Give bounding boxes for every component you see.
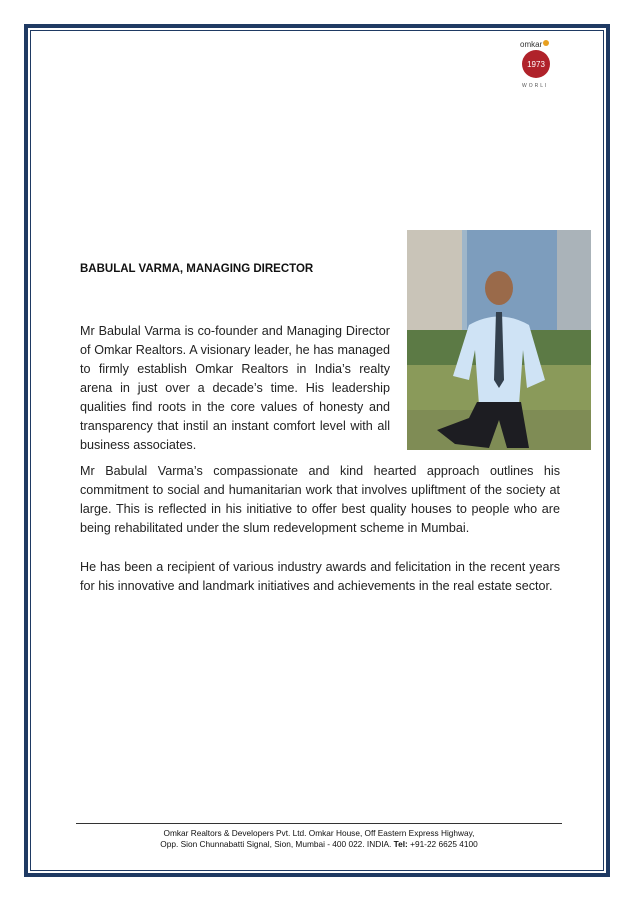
omkar-logo <box>510 38 560 94</box>
paragraph-intro: Mr Babulal Varma is co-founder and Managing Director of Omkar Realtors. A visionary leader, he has managed to firmly establish Omkar Realtors in India’s realty arena in just over a decade’s time. His leadership qualities find roots in the core values of honesty and transparency that instil an instant comfort level with all business associates. <box>80 324 390 452</box>
logo-dot-icon <box>543 40 549 46</box>
footer-line-2 <box>76 839 562 850</box>
footer-line-1: Omkar Realtors & Developers Pvt. Ltd. Omkar House, Off Eastern Express Highway, <box>163 828 475 838</box>
logo-brand: omkar <box>520 40 543 49</box>
logo-mark: 1973 <box>527 60 545 69</box>
footer-address-line: Opp. Sion Chunnabatti Signal, Sion, Mumbai - 400 022. INDIA. <box>160 839 392 849</box>
footer-address <box>76 828 562 850</box>
logo-sub: WORLI <box>522 83 549 89</box>
paragraph-approach: Mr Babulal Varma’s compassionate and kind hearted approach outlines his commitment to social and humanitarian work that involves upliftment of the society at large. This is reflected in his initiative to offer best quality houses to people who are being rehabilitated under the slum redevelopment scheme in Mumbai. <box>80 464 560 535</box>
footer-tel-value: +91-22 6625 4100 <box>410 839 478 849</box>
section-heading: BABULAL VARMA, MANAGING DIRECTOR <box>80 263 314 275</box>
logo-badge-icon <box>522 50 550 78</box>
person-photo <box>407 230 591 450</box>
footer-divider <box>76 823 562 824</box>
footer-tel-label: Tel: <box>393 839 408 849</box>
paragraph-awards: He has been a recipient of various industry awards and felicitation in the recent years for his innovative and landmark initiatives and achievements in the real estate sector. <box>80 560 560 593</box>
